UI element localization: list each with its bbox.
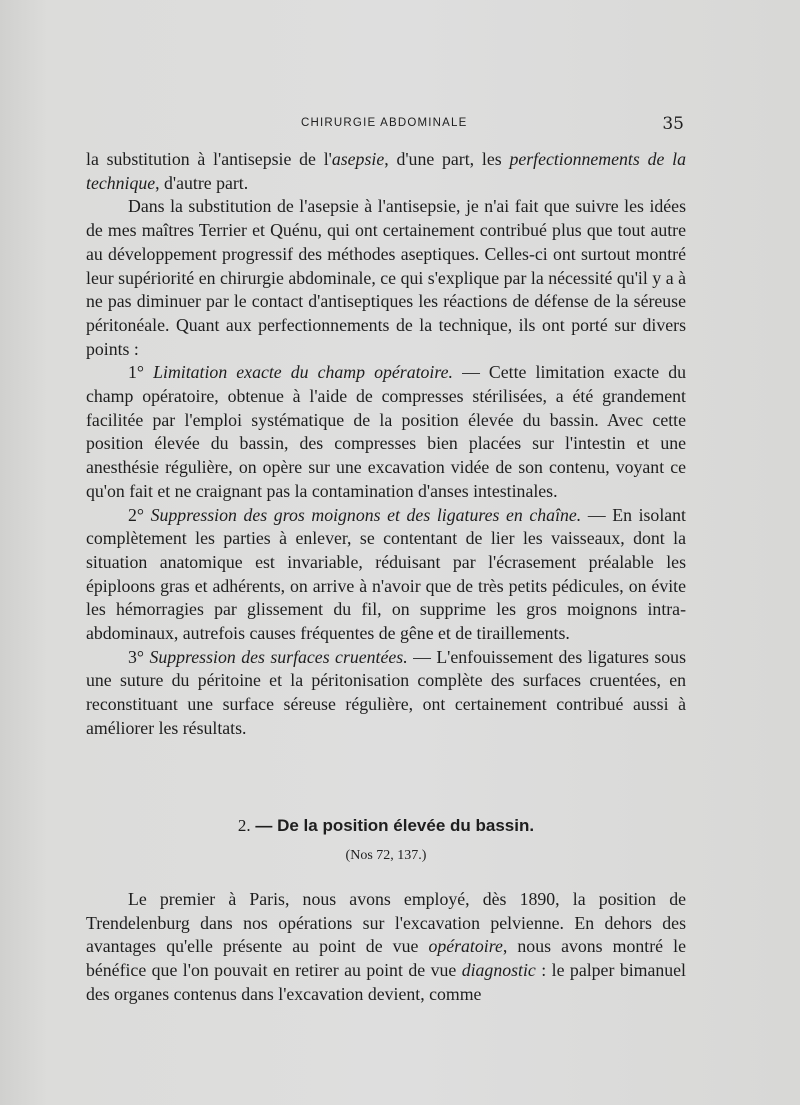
running-title: CHIRURGIE ABDOMINALE <box>301 117 468 129</box>
section-heading: 2. — De la position élevée du bassin. <box>237 816 535 835</box>
section-reference: (Nos 72, 137.) <box>345 848 427 863</box>
point-suppression-surfaces: 3° Suppression des surfaces cruentées. — L'enfouissement des ligatures sous une suture du péritoine et la péritonisation complète des surfaces cruentées, en reconstituant une surface séreuse régulière, ont certainement contribué aussi à améliorer les résultats. <box>86 646 686 738</box>
body-text-section-2 <box>86 888 686 1007</box>
page-header <box>86 114 686 137</box>
body-text <box>86 148 686 741</box>
point-limitation: 1° Limitation exacte du champ opératoire. — Cette limitation exacte du champ opératoire, obtenue à l'aide de compresses stérilisées, a été grandement facilitée par l'emploi systématique de la position élevée du bassin. Avec cette position élevée du bassin, des compresses bien placées sur l'intestin et une anesthésie régulière, on opère sur une excavation vidée de son contenu, voyant ce qu'on fait et ne craignant pas la contamination d'anses intestinales. <box>86 362 687 501</box>
paragraph-trendelenburg: Le premier à Paris, nous avons employé, dès 1890, la position de Trendelenburg dans nos opérations sur l'excavation pelvienne. En dehors des avantages qu'elle présente au point de vue opératoire, nous avons montré le bénéfice que l'on pouvait en retirer au point de vue diagnostic : le palper bimanuel des organes contenus dans l'excavation devient, comme <box>86 889 686 1004</box>
page-number: 35 <box>662 114 684 134</box>
paragraph-continuation: la substitution à l'antisepsie de l'asepsie, d'une part, les perfectionnements de la technique, d'autre part. <box>86 149 686 193</box>
point-suppression-moignons: 2° Suppression des gros moignons et des ligatures en chaîne. — En isolant complètement les parties à enlever, se contentant de lier les vaisseaux, dont la situation anatomique est invariable, réduisant par l'écrasement préalable les épiploons gras et adhérents, on arrive à n'avoir que de très petits pédicules, on évite les hémorragies par glissement du fil, on supprime les gros moignons intra-abdominaux, autrefois causes fréquentes de gêne et de tiraillements. <box>86 504 686 644</box>
paragraph-asepsie: Dans la substitution de l'asepsie à l'antisepsie, je n'ai fait que suivre les idées de mes maîtres Terrier et Quénu, qui ont certainement contribué plus que tout autre au développement progressif des méthodes aseptiques. Celles-ci ont surtout montré leur supériorité en chirurgie abdominale, ce qui s'explique par la nécessité qu'il y a à ne pas diminuer par le contact d'antiseptiques les réactions de défense de la séreuse péritonéale. Quant aux perfectionnements de la technique, ils ont porté sur divers points : <box>86 196 686 359</box>
